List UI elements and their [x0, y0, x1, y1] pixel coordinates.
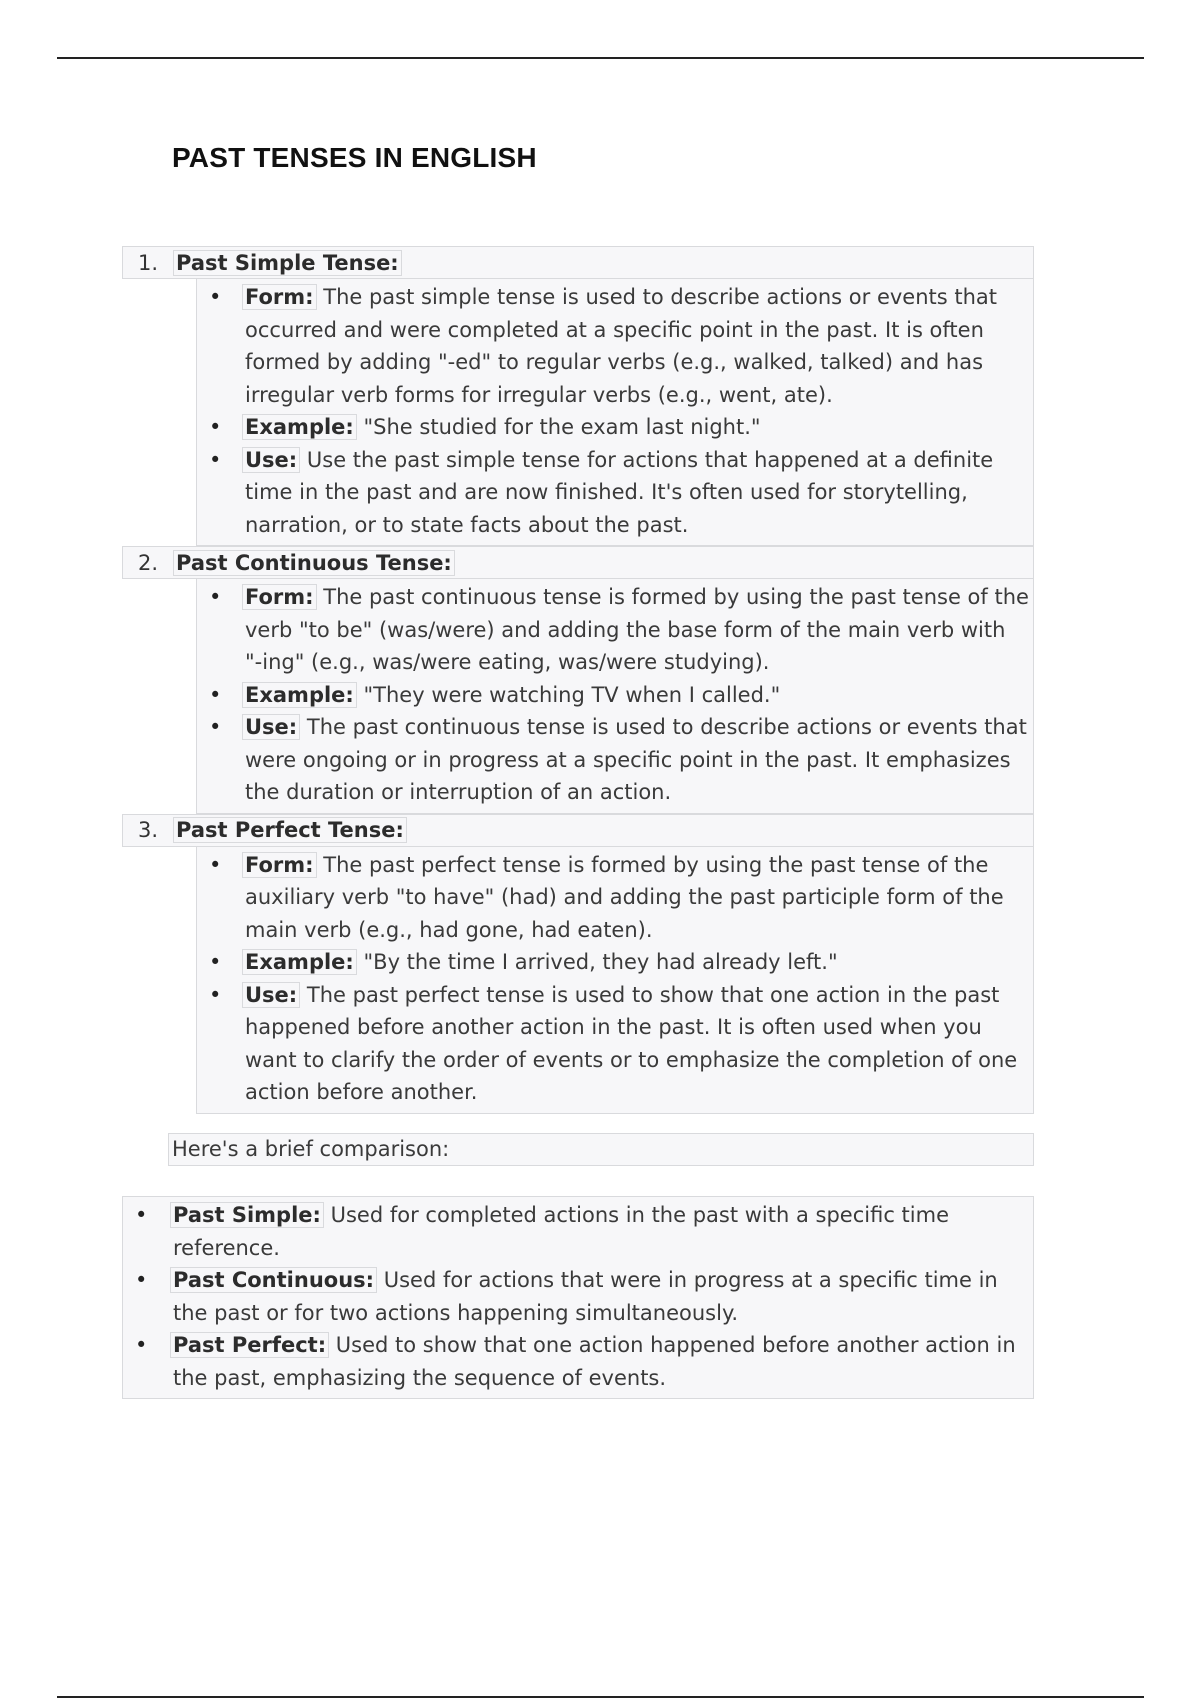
bullet-text: "They were watching TV when I called.": [356, 682, 781, 707]
bullet-label: Use:: [242, 714, 300, 740]
bullet-label: Example:: [242, 414, 357, 440]
bullet-text: "She studied for the exam last night.": [356, 415, 761, 439]
tense-section-past-perfect: [122, 814, 1034, 1114]
list-item: [197, 411, 1029, 444]
tense-number: 3.: [137, 818, 159, 842]
tense-heading: [122, 246, 1034, 279]
list-item: [197, 711, 1029, 809]
list-item: [123, 1264, 1029, 1329]
comparison-label: Past Perfect:: [170, 1332, 329, 1358]
comparison-label: Past Simple:: [170, 1202, 324, 1228]
bullet-label: Example:: [242, 949, 357, 975]
bullet-text: Use the past simple tense for actions that happened at a definite time in the past and are now finished. It's often used for storytelling, narration, or to state facts about the past.: [245, 447, 994, 537]
tense-bullet-list: [197, 281, 1029, 541]
bullet-text: The past continuous tense is used to describe actions or events that were ongoing or in progress at a specific point in the past. It emphasizes the duration or interruption of an action.: [245, 715, 1027, 804]
tense-heading: [122, 546, 1034, 579]
top-rule: [57, 57, 1144, 59]
list-item: [123, 1199, 1029, 1264]
bullet-label: Use:: [242, 982, 300, 1008]
comparison-label: Past Continuous:: [170, 1267, 377, 1293]
list-item: [197, 979, 1029, 1109]
list-item: [197, 679, 1029, 712]
tense-number: 1.: [137, 250, 159, 275]
comparison-bullet-list: [123, 1199, 1029, 1394]
comparison-intro: Here's a brief comparison:: [168, 1133, 1034, 1166]
tense-section-past-continuous: [122, 546, 1034, 814]
comparison-text: Used to show that one action happened before another action in the past, emphasizing the sequence of events.: [173, 1333, 1016, 1390]
bullet-text: The past continuous tense is formed by using the past tense of the verb "to be" (was/were) and adding the base form of the main verb with "-ing" (e.g., was/were eating, was/were studying).: [245, 585, 1029, 674]
tense-name: Past Continuous Tense:: [173, 550, 455, 576]
tense-name: Past Simple Tense:: [173, 250, 402, 276]
bottom-rule: [57, 1696, 1144, 1698]
tense-details: [196, 579, 1034, 814]
bullet-text: The past perfect tense is formed by using the past tense of the auxiliary verb "to have" (had) and adding the past participle form of the main verb (e.g., had gone, had eaten).: [245, 852, 1004, 942]
bullet-label: Example:: [242, 682, 357, 708]
bullet-label: Use:: [242, 447, 300, 473]
list-item: [123, 1329, 1029, 1394]
tense-bullet-list: [197, 581, 1029, 809]
list-item: [197, 946, 1029, 979]
comparison-text: Used for completed actions in the past with a specific time reference.: [173, 1203, 949, 1260]
tenses-list: [122, 246, 1034, 1114]
list-item: [197, 849, 1029, 947]
comparison-list: [122, 1196, 1034, 1399]
bullet-label: Form:: [242, 284, 317, 310]
tense-bullet-list: [197, 849, 1029, 1109]
list-item: [197, 581, 1029, 679]
tense-number: 2.: [137, 550, 159, 575]
page-title: PAST TENSES IN ENGLISH: [172, 142, 537, 173]
bullet-label: Form:: [242, 852, 317, 878]
bullet-text: The past simple tense is used to describe actions or events that occurred and were completed at a specific point in the past. It is often formed by adding "-ed" to regular verbs (e.g., walked, talked) and has irregular verb forms for irregular verbs (e.g., went, ate).: [245, 285, 998, 407]
tense-details: [196, 279, 1034, 546]
bullet-label: Form:: [242, 584, 317, 610]
tense-name: Past Perfect Tense:: [173, 817, 407, 843]
tense-heading: [122, 814, 1034, 847]
bullet-text: "By the time I arrived, they had already left.": [356, 950, 838, 974]
comparison-text: Used for actions that were in progress at a specific time in the past or for two actions happening simultaneously.: [173, 1268, 998, 1325]
list-item: [197, 281, 1029, 411]
tense-details: [196, 847, 1034, 1114]
bullet-text: The past perfect tense is used to show that one action in the past happened before another action in the past. It is often used when you want to clarify the order of events or to emphasize the completion of one action before another.: [245, 982, 1018, 1104]
list-item: [197, 444, 1029, 542]
tense-section-past-simple: [122, 246, 1034, 546]
